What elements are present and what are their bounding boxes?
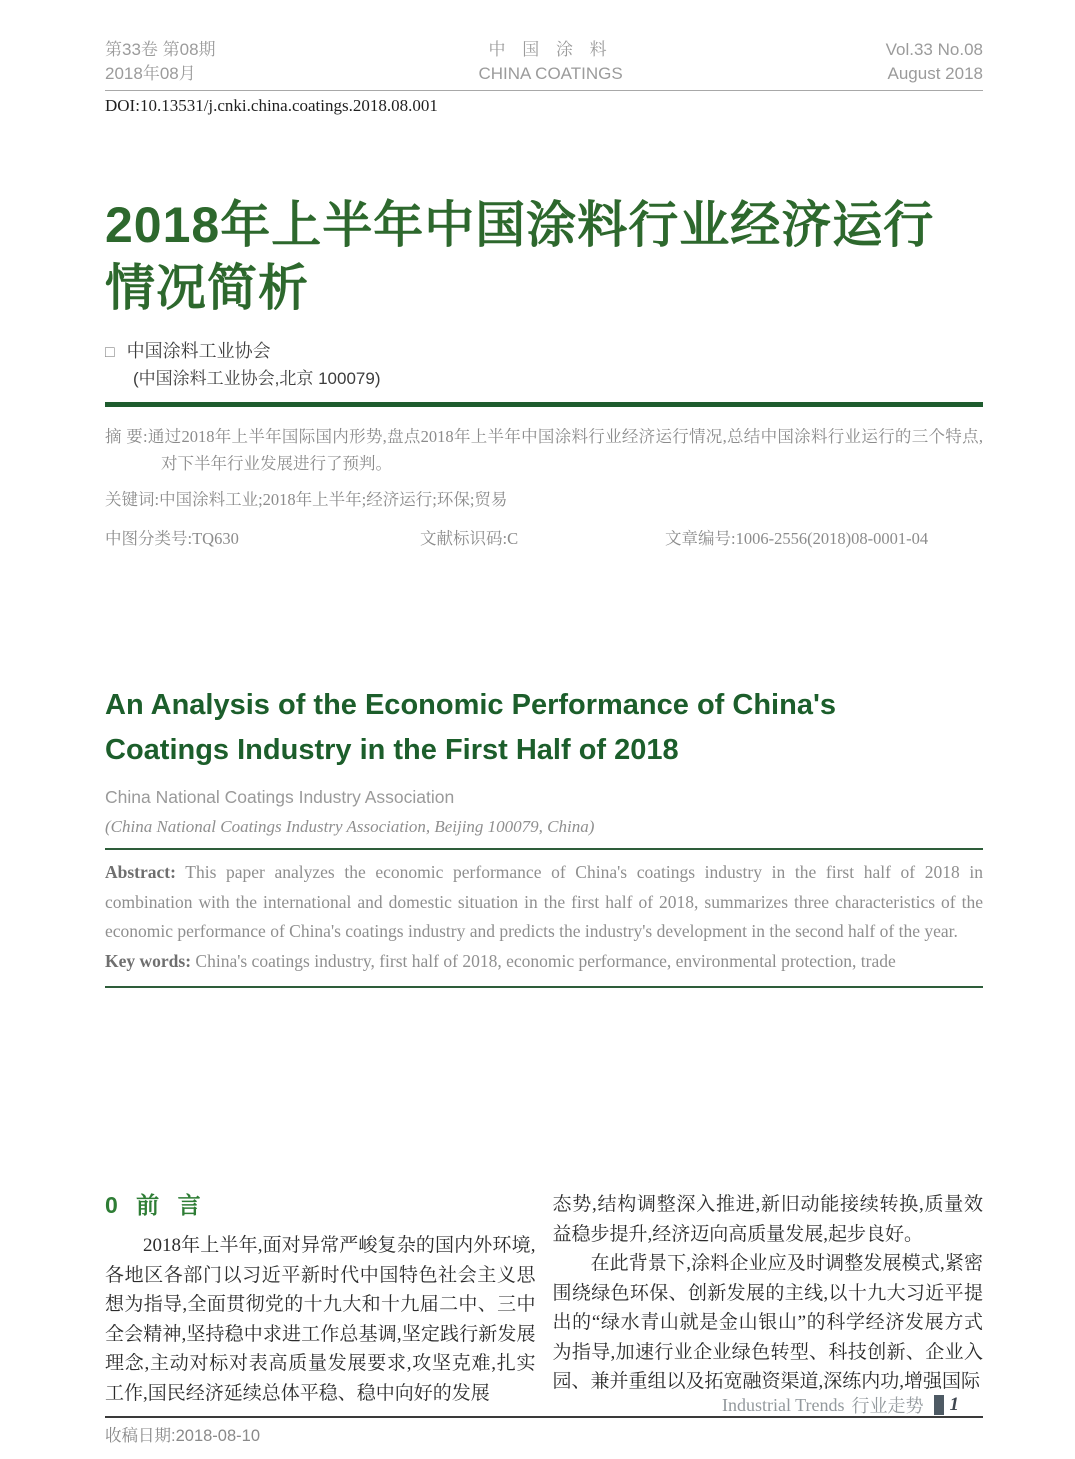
- abstract-block-cn: [105, 423, 983, 551]
- received-date-note: [105, 1424, 983, 1448]
- header-left: [105, 38, 216, 86]
- classification-row: [105, 527, 983, 551]
- body-columns: [105, 1190, 983, 1408]
- body-paragraph-left: 2018年上半年,面对异常严峻复杂的国内外环境,各地区各部门以习近平新时代中国特色社会主义思想为指导,全面贯彻党的十九大和十九届二中、三中全会精神,坚持稳中求进工作总基调,坚定践行新发展理念,主动对标对表高质量发展要求,攻坚克难,扎实工作,国民经济延续总体平稳、稳中向好的发展: [105, 1235, 536, 1404]
- document-code: 文献标识码:C: [420, 529, 519, 548]
- volume-issue-cn: 第33卷 第08期: [105, 40, 216, 59]
- article-title-cn-line1: 2018年上半年中国涂料行业经济运行: [105, 197, 935, 253]
- keywords-text-cn: 中国涂料工业;2018年上半年;经济运行;环保;贸易: [159, 490, 508, 509]
- abstract-text-en: This paper analyzes the economic performance of China's coatings industry in the first half of 2018 in combination with the international and domestic situation in the first half of 2018, summarizes three characteristics of the economic performance of China's coatings industry and predicts the industry's development in the second half of the year.: [105, 862, 983, 941]
- journal-header: [105, 38, 983, 91]
- footer-block-marker: [934, 1395, 944, 1415]
- page-number: 1: [949, 1394, 959, 1415]
- keywords-text-en: China's coatings industry, first half of 2018, economic performance, environmental protection, trade: [191, 950, 896, 971]
- received-date-value: 2018-08-10: [175, 1426, 260, 1445]
- date-cn: 2018年08月: [105, 64, 196, 83]
- article-title-en: [105, 683, 983, 773]
- abstract-cn: [105, 423, 983, 477]
- article-title-en-line1: An Analysis of the Economic Performance of China's: [105, 689, 836, 721]
- abstract-text-cn: 通过2018年上半年国际国内形势,盘点2018年上半年中国涂料行业经济运行情况,总结中国涂料行业运行的三个特点,对下半年行业发展进行了预判。: [147, 427, 984, 473]
- abstract-label-cn: 摘 要:: [105, 427, 148, 446]
- abstract-block-en: [105, 850, 983, 986]
- journal-name-cn: 中 国 涂 料: [488, 40, 613, 59]
- abstract-en: [105, 858, 983, 947]
- body-paragraph-right-2: 在此背景下,涂料企业应及时调整发展模式,紧密围绕绿色环保、创新发展的主线,以十九大习近平提出的“绿水青山就是金山银山”的科学经济发展方式为指导,加速行业企业绿色转型、科技创新、企业入园、兼并重组以及拓宽融资渠道,深练内功,增强国际: [552, 1253, 983, 1392]
- keywords-cn: [105, 486, 983, 513]
- author-block-cn: [105, 338, 983, 392]
- body-column-left: [105, 1190, 536, 1408]
- doi: DOI:10.13531/j.cnki.china.coatings.2018.08.001: [105, 96, 438, 115]
- volume-issue-en: Vol.33 No.08: [885, 40, 983, 59]
- header-right: [886, 38, 983, 86]
- article-title-en-line2: Coatings Industry in the First Half of 2018: [105, 734, 679, 766]
- footer-section-en: Industrial Trends: [721, 1394, 845, 1415]
- clc-number: 中图分类号:TQ630: [105, 529, 239, 548]
- date-en: August 2018: [887, 64, 983, 83]
- keywords-label-cn: 关键词:: [105, 490, 160, 509]
- footer-section-cn: 行业走势: [851, 1396, 924, 1416]
- author-square-marker: □: [105, 344, 115, 361]
- page-footer: [722, 1392, 959, 1418]
- article-title-cn: [105, 194, 983, 320]
- journal-name-en: CHINA COATINGS: [478, 64, 623, 83]
- affiliation-cn: (中国涂料工业协会,北京 100079): [133, 369, 381, 388]
- divider-thick-green: [105, 402, 983, 407]
- received-date-label: 收稿日期:: [105, 1426, 176, 1445]
- keywords-en: [105, 947, 983, 977]
- article-id: 文章编号:1006-2556(2018)08-0001-04: [665, 529, 929, 548]
- body-paragraph-right-1: 态势,结构调整深入推进,新旧动能接续转换,质量效益稳步提升,经济迈向高质量发展,起步良好。: [552, 1194, 983, 1245]
- article-title-cn-line2: 情况简析: [105, 260, 309, 316]
- author-line-cn: [105, 338, 983, 366]
- affiliation-en: (China National Coatings Industry Association, Beijing 100079, China): [105, 817, 595, 836]
- header-center: [478, 38, 622, 86]
- keywords-label-en: Key words:: [105, 950, 192, 971]
- body-column-right: [553, 1190, 984, 1408]
- divider-thin-green-bottom: [105, 986, 983, 988]
- author-name-cn: 中国涂料工业协会: [126, 341, 271, 361]
- author-name-en: China National Coatings Industry Association: [105, 787, 455, 807]
- section-heading: 0 前 言: [105, 1192, 207, 1218]
- abstract-label-en: Abstract:: [105, 862, 176, 882]
